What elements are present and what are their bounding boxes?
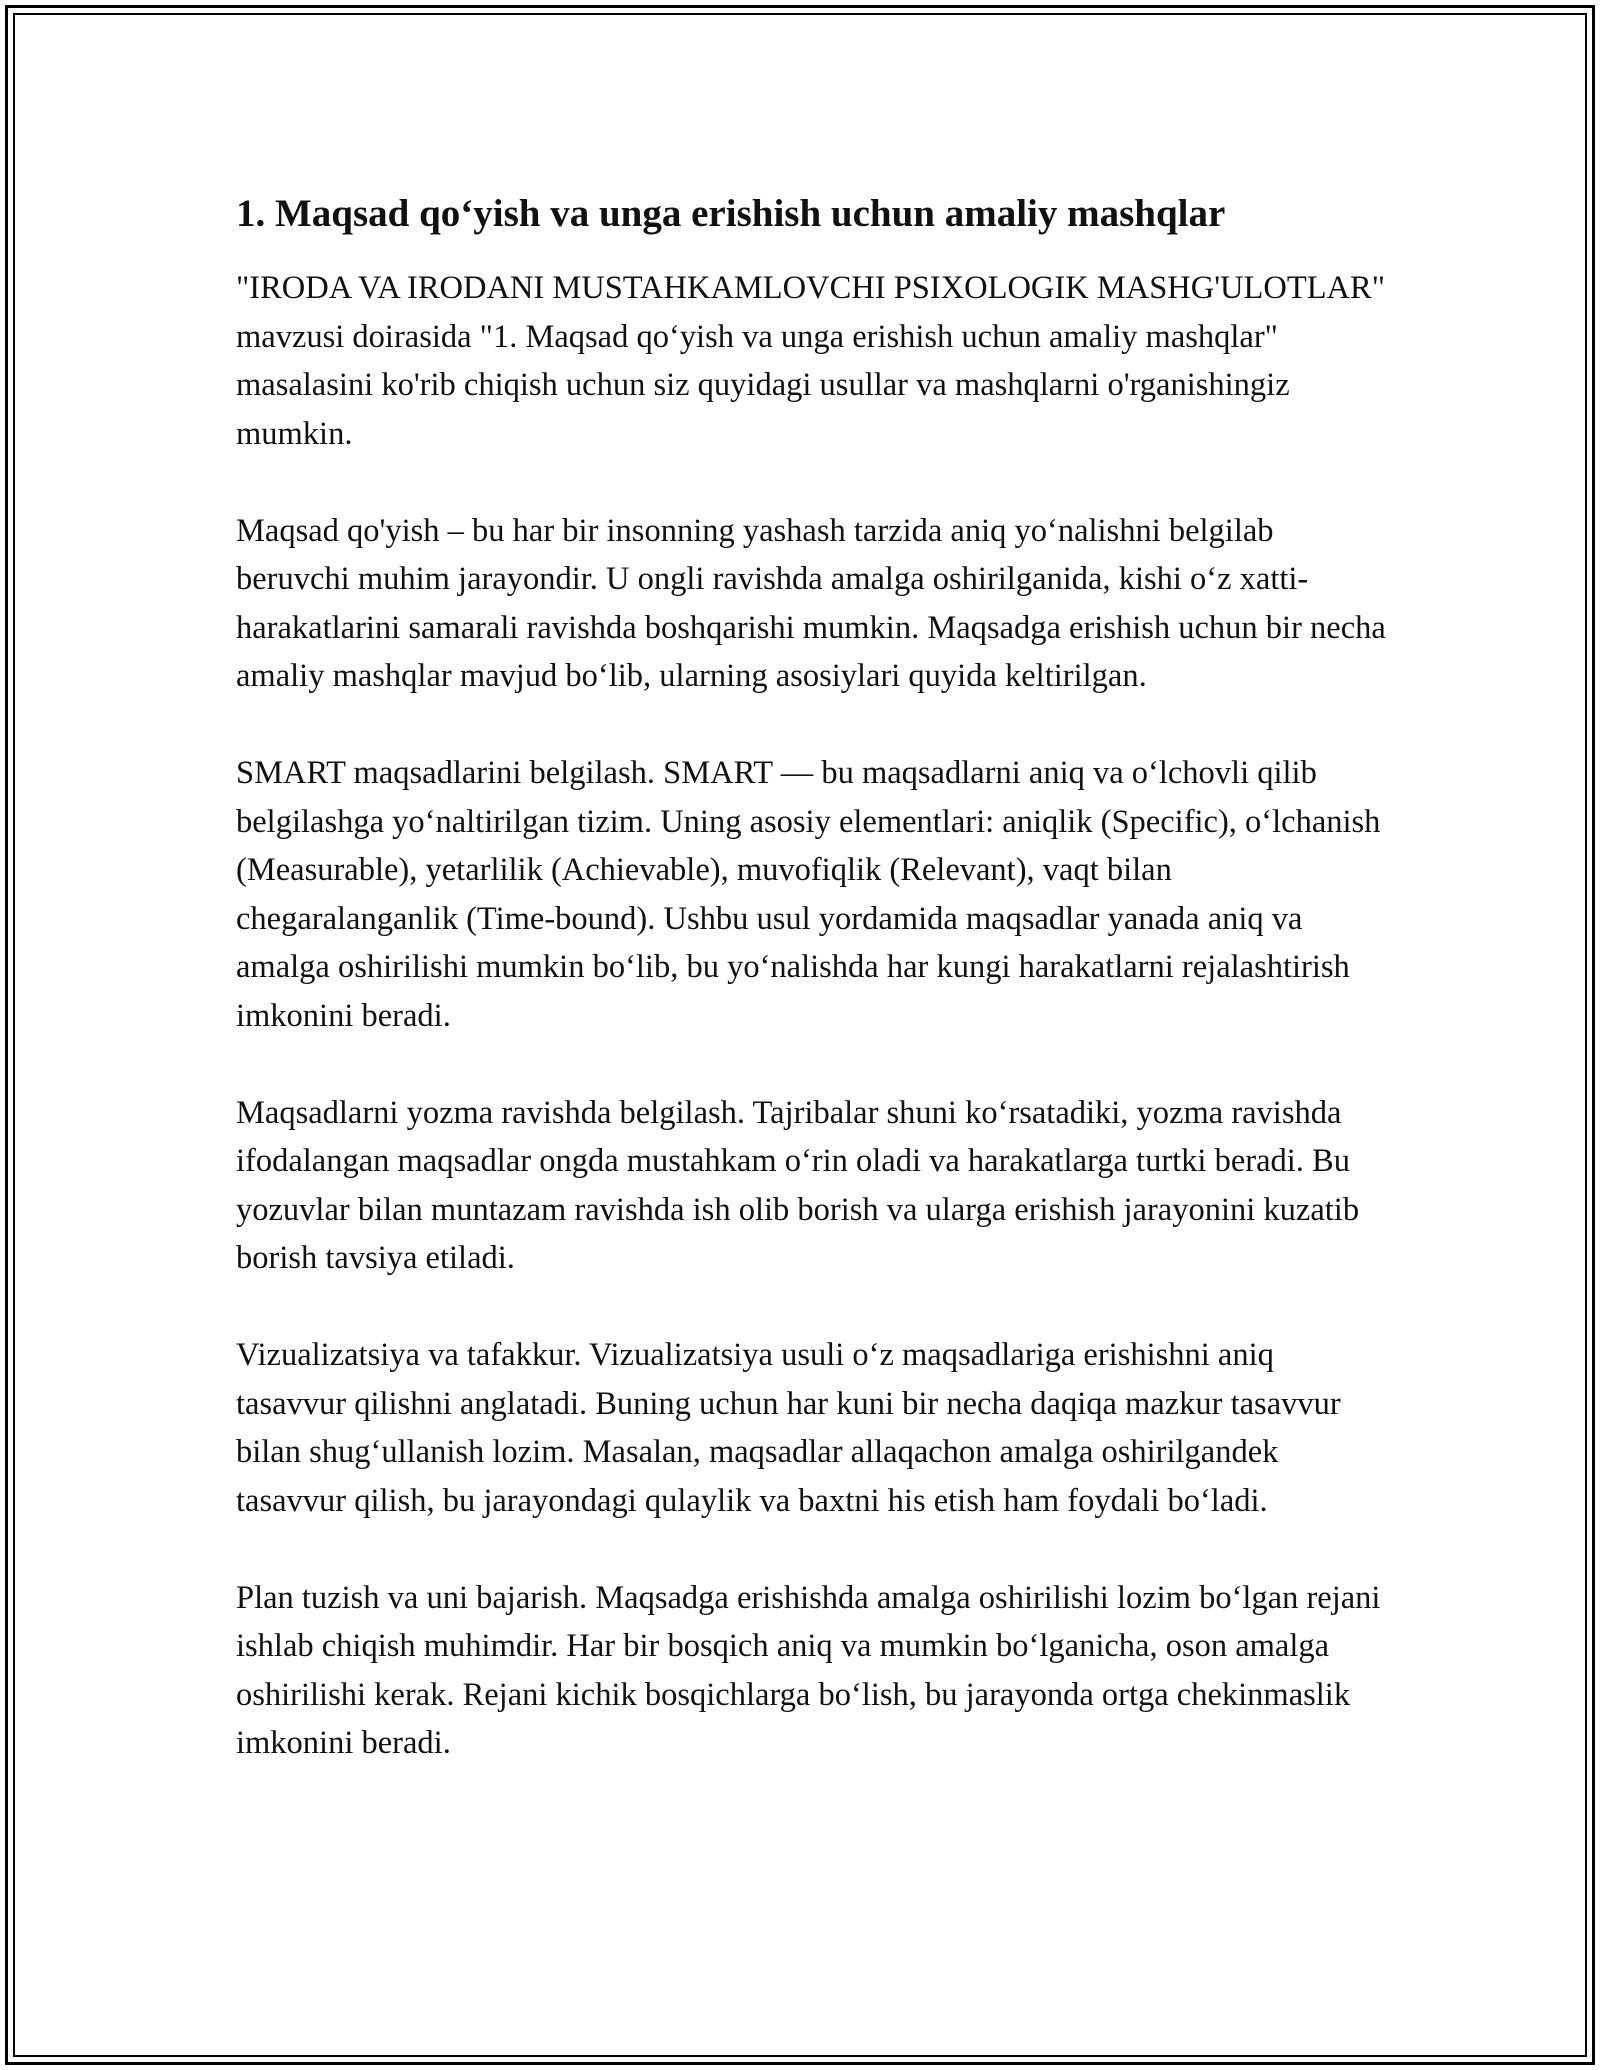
paragraph-visualization: Vizualizatsiya va tafakkur. Vizualizatsiya usuli o‘z maqsadlariga erishishni aniq tasavvur qilishni anglatadi. Buning uchun har kuni bir necha daqiqa mazkur tasavvur bilan shug‘ullanish lozim. Masalan, maqsadlar allaqachon amalga oshirilgandek tasavvur qilish, bu jarayondagi qulaylik va baxtni his etish ham foydali bo‘ladi. [236, 1337, 1341, 1519]
document-title: 1. Maqsad qo‘yish va unga erishish uchun amaliy mashqlar [236, 192, 1226, 235]
paragraph-planning: Plan tuzish va uni bajarish. Maqsadga erishishda amalga oshirilishi lozim bo‘lgan rejani ishlab chiqish muhimdir. Har bir bosqich aniq va mumkin bo‘lganicha, oson amalga oshirilishi kerak. Rejani kichik bosqichlarga bo‘lish, bu jarayonda ortga chekinmaslik imkonini beradi. [236, 1579, 1381, 1761]
paragraph-goal-setting: Maqsad qo'yish – bu har bir insonning yashash tarzida aniq yo‘nalishni belgilab beruvchi muhim jarayondir. U ongli ravishda amalga oshirilganida, kishi o‘z xatti-harakatlarini samarali ravishda boshqarishi mumkin. Maqsadga erishish uchun bir necha amaliy mashqlar mavjud bo‘lib, ularning asosiylari quyida keltirilgan. [236, 512, 1386, 694]
paragraph-intro: "IRODA VA IRODANI MUSTAHKAMLOVCHI PSIXOLOGIK MASHG'ULOTLAR" mavzusi doirasida "1. Maqsad qo‘yish va unga erishish uchun amaliy mashqlar" masalasini ko'rib chiqish uchun siz quyidagi usullar va mashqlarni o'rganishingiz mumkin. [236, 270, 1385, 452]
document-body [236, 186, 1386, 1816]
paragraph-smart: SMART maqsadlarini belgilash. SMART — bu maqsadlarni aniq va o‘lchovli qilib belgilashga yo‘naltirilgan tizim. Uning asosiy elementlari: aniqlik (Specific), o‘lchanish (Measurable), yetarlilik (Achievable), muvofiqlik (Relevant), vaqt bilan chegaralanganlik (Time-bound). Ushbu usul yordamida maqsadlar yanada aniq va amalga oshirilishi mumkin bo‘lib, bu yo‘nalishda har kungi harakatlarni rejalashtirish imkonini beradi. [236, 755, 1381, 1034]
paragraph-written-goals: Maqsadlarni yozma ravishda belgilash. Tajribalar shuni ko‘rsatadiki, yozma ravishda ifodalangan maqsadlar ongda mustahkam o‘rin oladi va harakatlarga turtki beradi. Bu yozuvlar bilan muntazam ravishda ish olib borish va ularga erishish jarayonini kuzatib borish tavsiya etiladi. [236, 1094, 1360, 1276]
